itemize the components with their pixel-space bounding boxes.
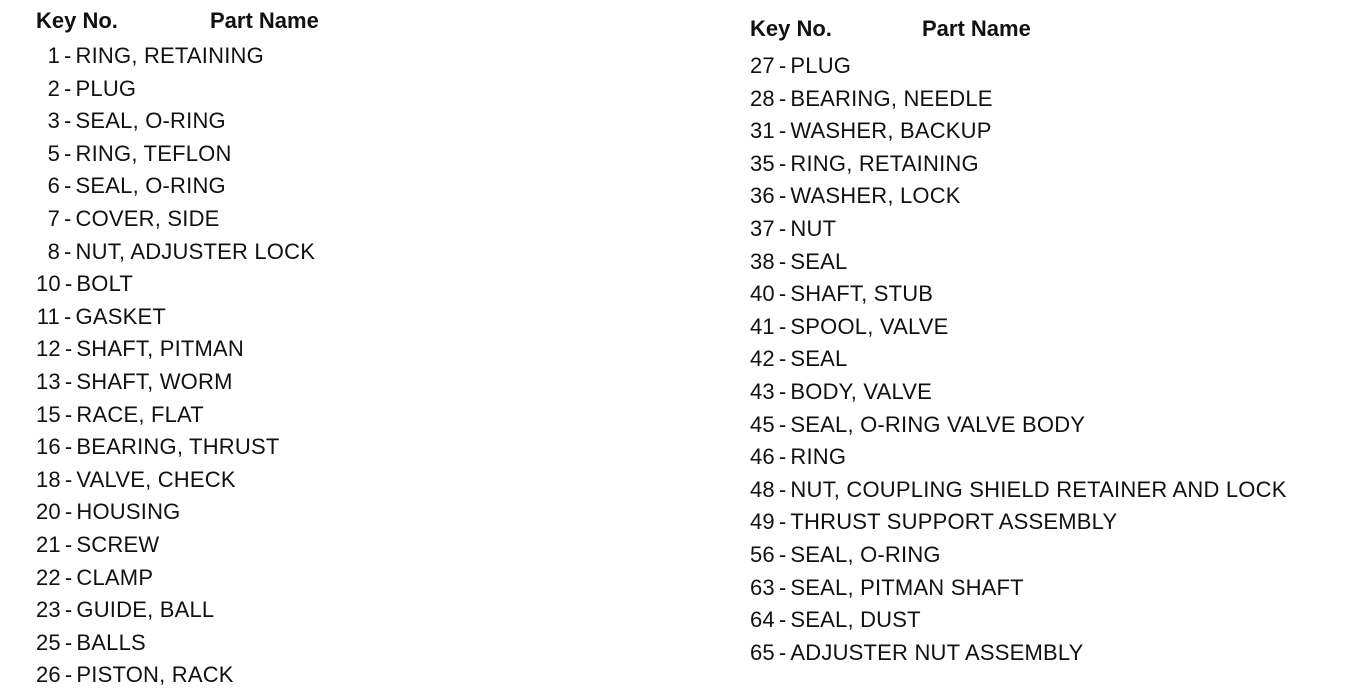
part-row (750, 180, 1287, 213)
part-row (36, 594, 315, 627)
part-name: THRUST SUPPORT ASSEMBLY (790, 509, 1118, 535)
part-row (36, 40, 315, 73)
key-number: 15 (36, 401, 61, 427)
key-number: 1 (47, 43, 60, 68)
part-row (36, 73, 315, 106)
separator-dash: - (64, 108, 72, 134)
column-header (36, 6, 319, 36)
part-row (750, 148, 1287, 181)
part-row (750, 506, 1287, 539)
parts-list (750, 50, 1287, 669)
separator-dash: - (64, 466, 73, 492)
part-name: CLAMP (76, 564, 154, 590)
parts-list-right-column (750, 14, 1287, 669)
key-number: 31 (750, 118, 775, 144)
key-number: 38 (750, 248, 775, 274)
part-name: SEAL (790, 248, 848, 274)
part-name: BALLS (76, 629, 146, 655)
part-name: SHAFT, WORM (76, 368, 233, 394)
separator-dash: - (64, 564, 73, 590)
key-number: 40 (750, 281, 775, 307)
part-name: PLUG (790, 53, 852, 78)
key-no-header: Key No. (36, 8, 118, 33)
key-number: 16 (36, 434, 61, 460)
part-row (36, 366, 315, 399)
key-number: 56 (750, 541, 775, 567)
key-number: 37 (750, 215, 775, 241)
separator-dash: - (778, 215, 787, 241)
part-name: SPOOL, VALVE (790, 313, 949, 339)
separator-dash: - (778, 509, 787, 535)
part-name: BODY, VALVE (790, 378, 933, 404)
separator-dash: - (64, 43, 72, 68)
part-name: WASHER, BACKUP (790, 118, 992, 144)
part-row (750, 50, 1287, 83)
separator-dash: - (778, 248, 787, 274)
key-number: 22 (36, 564, 61, 590)
part-row (750, 343, 1287, 376)
part-name: GASKET (75, 303, 166, 329)
separator-dash: - (64, 303, 72, 329)
key-number: 6 (47, 173, 60, 199)
part-name: PISTON, RACK (76, 662, 234, 688)
key-number: 3 (47, 108, 60, 134)
separator-dash: - (778, 476, 787, 502)
part-name: NUT (790, 215, 837, 241)
separator-dash: - (64, 173, 72, 199)
separator-dash: - (778, 541, 787, 567)
key-no-header: Key No. (750, 16, 832, 41)
key-number: 25 (36, 629, 61, 655)
separator-dash: - (64, 597, 73, 623)
part-row (36, 105, 315, 138)
part-name: WASHER, LOCK (790, 183, 961, 209)
part-name: PLUG (75, 75, 137, 101)
key-number: 7 (47, 205, 60, 231)
separator-dash: - (64, 368, 73, 394)
part-row (750, 474, 1287, 507)
part-name: HOUSING (76, 499, 181, 525)
separator-dash: - (778, 53, 787, 78)
part-name: VALVE, CHECK (76, 466, 236, 492)
part-name: RING, RETAINING (790, 150, 979, 176)
key-number: 43 (750, 378, 775, 404)
separator-dash: - (64, 531, 73, 557)
key-number: 63 (750, 574, 775, 600)
part-row (750, 441, 1287, 474)
separator-dash: - (64, 401, 73, 427)
key-number: 21 (36, 531, 61, 557)
part-name: SEAL, O-RING (75, 108, 226, 134)
separator-dash: - (64, 238, 72, 264)
part-name: RING (790, 444, 847, 470)
part-name: RING, TEFLON (75, 140, 232, 166)
parts-list-left-column (36, 6, 319, 692)
key-number: 36 (750, 183, 775, 209)
separator-dash: - (64, 434, 73, 460)
key-number: 5 (47, 140, 60, 166)
separator-dash: - (778, 313, 787, 339)
separator-dash: - (64, 499, 73, 525)
separator-dash: - (778, 150, 787, 176)
part-row (750, 213, 1287, 246)
part-name: RING, RETAINING (75, 43, 264, 68)
key-number: 49 (750, 509, 775, 535)
part-row (36, 333, 315, 366)
part-row (750, 376, 1287, 409)
separator-dash: - (778, 85, 787, 111)
key-number: 42 (750, 346, 775, 372)
key-number: 46 (750, 444, 775, 470)
key-number: 8 (47, 238, 60, 264)
key-number: 64 (750, 607, 775, 633)
key-number: 13 (36, 368, 61, 394)
separator-dash: - (778, 639, 787, 665)
part-name: SHAFT, PITMAN (76, 336, 245, 362)
part-row (750, 311, 1287, 344)
part-row (36, 431, 315, 464)
separator-dash: - (778, 444, 787, 470)
separator-dash: - (64, 336, 73, 362)
part-name: SEAL, DUST (790, 607, 921, 633)
part-name: SEAL (790, 346, 848, 372)
part-name: GUIDE, BALL (76, 597, 215, 623)
part-row (36, 464, 315, 497)
part-row (750, 246, 1287, 279)
key-number: 27 (750, 53, 775, 78)
separator-dash: - (778, 411, 787, 437)
separator-dash: - (64, 205, 72, 231)
part-row (36, 301, 315, 334)
part-name-header: Part Name (210, 8, 319, 33)
key-number: 11 (36, 303, 60, 329)
separator-dash: - (64, 75, 72, 101)
part-name: SCREW (76, 531, 160, 557)
part-row (36, 529, 315, 562)
part-name: SEAL, O-RING VALVE BODY (790, 411, 1086, 437)
key-number: 10 (36, 271, 61, 297)
part-row (750, 604, 1287, 637)
part-name: SEAL, PITMAN SHAFT (790, 574, 1024, 600)
part-name: BOLT (76, 271, 134, 297)
part-row (750, 539, 1287, 572)
key-number: 2 (47, 75, 60, 101)
part-name: BEARING, NEEDLE (790, 85, 993, 111)
part-name: SEAL, O-RING (790, 541, 941, 567)
part-name: NUT, ADJUSTER LOCK (75, 238, 316, 264)
part-row (36, 236, 315, 269)
part-row (750, 409, 1287, 442)
separator-dash: - (778, 281, 787, 307)
part-row (36, 268, 315, 301)
part-row (36, 170, 315, 203)
separator-dash: - (778, 574, 787, 600)
key-number: 20 (36, 499, 61, 525)
key-number: 45 (750, 411, 775, 437)
part-row (750, 637, 1287, 670)
part-row (36, 138, 315, 171)
part-row (36, 496, 315, 529)
key-number: 18 (36, 466, 61, 492)
key-number: 23 (36, 597, 61, 623)
key-number: 65 (750, 639, 775, 665)
key-number: 41 (750, 313, 775, 339)
part-name: ADJUSTER NUT ASSEMBLY (790, 639, 1084, 665)
separator-dash: - (778, 378, 787, 404)
parts-list (36, 40, 315, 692)
key-number: 28 (750, 85, 775, 111)
separator-dash: - (64, 629, 73, 655)
part-row (750, 278, 1287, 311)
part-name: NUT, COUPLING SHIELD RETAINER AND LOCK (790, 476, 1287, 502)
separator-dash: - (778, 118, 787, 144)
part-row (750, 572, 1287, 605)
separator-dash: - (64, 271, 73, 297)
part-row (36, 659, 315, 692)
separator-dash: - (778, 346, 787, 372)
key-number: 35 (750, 150, 775, 176)
key-number: 48 (750, 476, 775, 502)
part-name-header: Part Name (922, 16, 1031, 41)
separator-dash: - (778, 607, 787, 633)
part-name: SEAL, O-RING (75, 173, 226, 199)
part-row (36, 399, 315, 432)
part-row (36, 203, 315, 236)
part-row (750, 115, 1287, 148)
part-row (36, 562, 315, 595)
separator-dash: - (64, 140, 72, 166)
separator-dash: - (64, 662, 73, 688)
key-number: 12 (36, 336, 61, 362)
column-header (750, 14, 1287, 44)
separator-dash: - (778, 183, 787, 209)
part-name: BEARING, THRUST (76, 434, 280, 460)
part-name: RACE, FLAT (76, 401, 204, 427)
part-name: COVER, SIDE (75, 205, 220, 231)
part-row (36, 627, 315, 660)
part-row (750, 83, 1287, 116)
key-number: 26 (36, 662, 61, 688)
part-name: SHAFT, STUB (790, 281, 934, 307)
